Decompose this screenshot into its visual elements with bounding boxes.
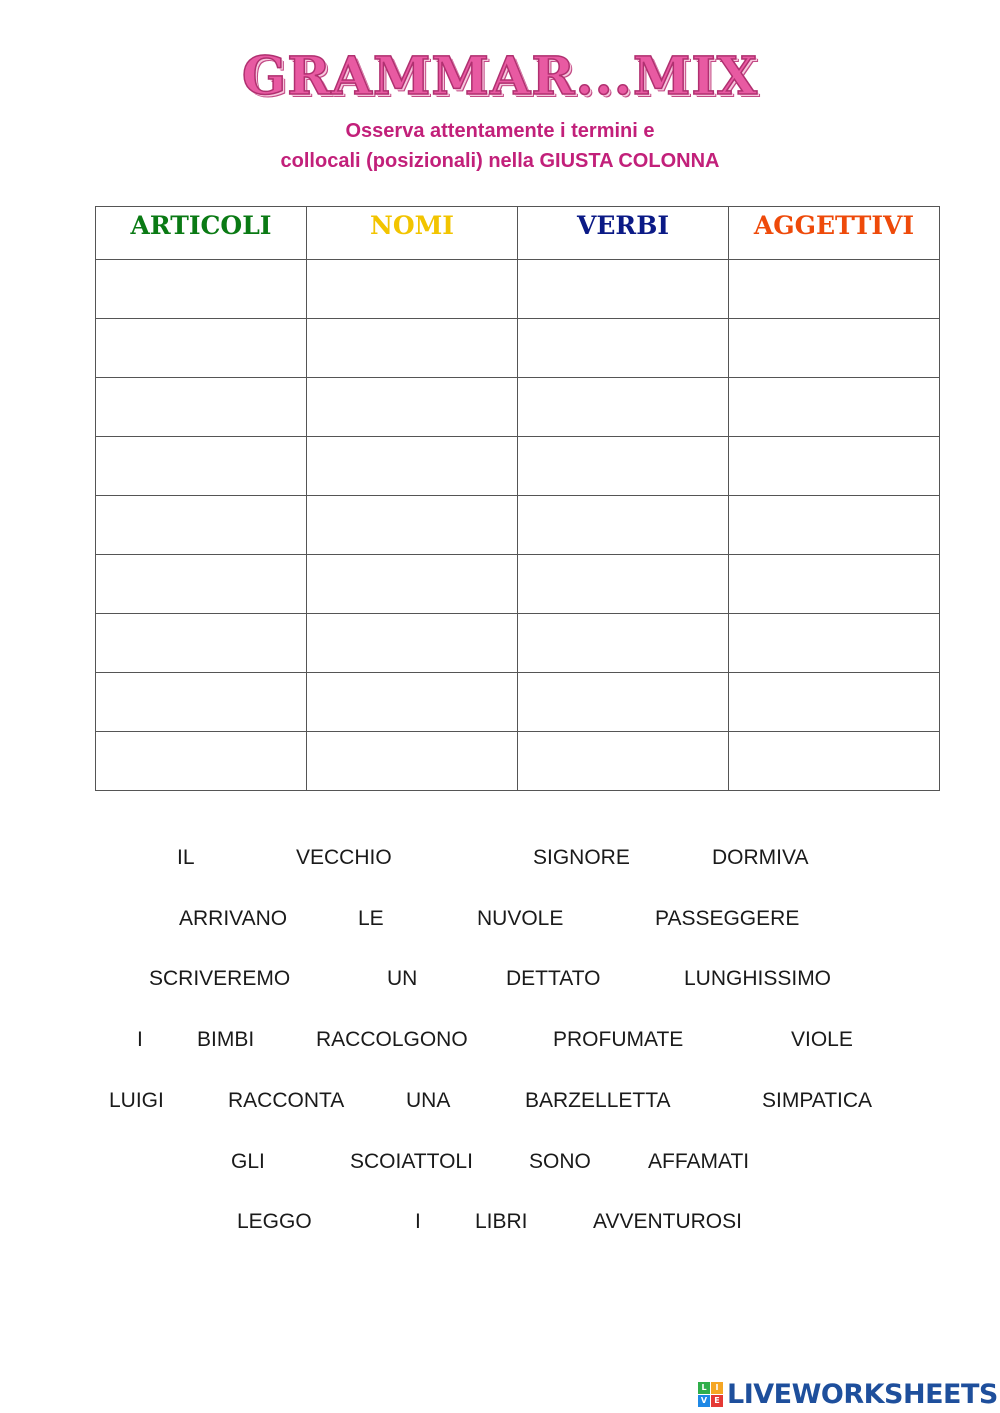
word-tile[interactable]: RACCONTA <box>228 1089 345 1112</box>
word-row <box>0 846 1000 876</box>
word-tile[interactable]: I <box>415 1210 421 1233</box>
liveworksheets-logo-icon <box>698 1382 723 1407</box>
answer-cell-aggettivi[interactable] <box>729 496 940 555</box>
word-tile[interactable]: UNA <box>406 1089 451 1112</box>
worksheet-title: GRAMMAR...MIX <box>241 46 759 107</box>
logo-letter: V <box>698 1395 710 1407</box>
instructions-line-1: Osserva attentamente i termini e <box>345 120 655 142</box>
word-tile[interactable]: LIBRI <box>475 1210 528 1233</box>
word-row <box>0 907 1000 937</box>
answer-cell-nomi[interactable] <box>307 260 518 319</box>
word-row <box>0 967 1000 997</box>
answer-cell-articoli[interactable] <box>96 437 307 496</box>
classification-table <box>95 206 940 791</box>
table-row <box>96 673 940 732</box>
word-tile[interactable]: I <box>137 1028 143 1051</box>
word-tile[interactable]: NUVOLE <box>477 907 564 930</box>
logo-letter: E <box>711 1395 723 1407</box>
table-row <box>96 437 940 496</box>
word-tile[interactable]: RACCOLGONO <box>316 1028 468 1051</box>
answer-cell-verbi[interactable] <box>518 260 729 319</box>
word-tile[interactable]: SCRIVEREMO <box>149 967 291 990</box>
word-row <box>0 1028 1000 1058</box>
answer-cell-articoli[interactable] <box>96 496 307 555</box>
answer-cell-nomi[interactable] <box>307 319 518 378</box>
table-row <box>96 378 940 437</box>
table-row <box>96 732 940 791</box>
answer-cell-aggettivi[interactable] <box>729 614 940 673</box>
logo-letter: I <box>711 1382 723 1394</box>
column-header-articoli: ARTICOLI <box>96 207 307 260</box>
answer-cell-articoli[interactable] <box>96 732 307 791</box>
answer-cell-nomi[interactable] <box>307 378 518 437</box>
word-tile[interactable]: LUNGHISSIMO <box>684 967 832 990</box>
table-row <box>96 614 940 673</box>
answer-cell-aggettivi[interactable] <box>729 732 940 791</box>
answer-cell-aggettivi[interactable] <box>729 437 940 496</box>
answer-cell-aggettivi[interactable] <box>729 260 940 319</box>
word-tile[interactable]: BIMBI <box>197 1028 255 1051</box>
word-tile[interactable]: AFFAMATI <box>648 1150 750 1173</box>
answer-cell-aggettivi[interactable] <box>729 673 940 732</box>
word-tile[interactable]: GLI <box>231 1150 265 1173</box>
answer-cell-articoli[interactable] <box>96 555 307 614</box>
answer-cell-verbi[interactable] <box>518 378 729 437</box>
word-tile[interactable]: SIGNORE <box>533 846 630 869</box>
answer-cell-articoli[interactable] <box>96 614 307 673</box>
word-tile[interactable]: UN <box>387 967 418 990</box>
table-row <box>96 319 940 378</box>
word-tile[interactable]: SIMPATICA <box>762 1089 873 1112</box>
word-tile[interactable]: LEGGO <box>237 1210 312 1233</box>
answer-cell-nomi[interactable] <box>307 555 518 614</box>
word-tile[interactable]: LE <box>358 907 384 930</box>
word-tile[interactable]: DORMIVA <box>712 846 809 869</box>
word-tile[interactable]: AVVENTUROSI <box>593 1210 742 1233</box>
answer-cell-nomi[interactable] <box>307 437 518 496</box>
answer-cell-verbi[interactable] <box>518 732 729 791</box>
word-tile[interactable]: PROFUMATE <box>553 1028 684 1051</box>
answer-cell-nomi[interactable] <box>307 496 518 555</box>
instructions-line-2: collocali (posizionali) nella GIUSTA COLONNA <box>280 150 720 172</box>
logo-letter: L <box>698 1382 710 1394</box>
answer-cell-nomi[interactable] <box>307 732 518 791</box>
answer-cell-nomi[interactable] <box>307 614 518 673</box>
answer-cell-verbi[interactable] <box>518 437 729 496</box>
answer-cell-verbi[interactable] <box>518 614 729 673</box>
answer-cell-articoli[interactable] <box>96 673 307 732</box>
answer-cell-articoli[interactable] <box>96 378 307 437</box>
word-row <box>0 1210 1000 1240</box>
answer-cell-aggettivi[interactable] <box>729 378 940 437</box>
brand-name: LIVEWORKSHEETS <box>727 1378 998 1410</box>
word-tile[interactable]: VIOLE <box>791 1028 853 1051</box>
table-row <box>96 260 940 319</box>
table-row <box>96 555 940 614</box>
word-tile[interactable]: SONO <box>529 1150 591 1173</box>
answer-cell-aggettivi[interactable] <box>729 555 940 614</box>
answer-cell-articoli[interactable] <box>96 260 307 319</box>
footer-brand <box>698 1378 998 1410</box>
word-tile[interactable]: VECCHIO <box>296 846 392 869</box>
table-body <box>96 260 940 791</box>
answer-cell-articoli[interactable] <box>96 319 307 378</box>
word-tile[interactable]: LUIGI <box>109 1089 164 1112</box>
word-tile[interactable]: DETTATO <box>506 967 601 990</box>
answer-cell-verbi[interactable] <box>518 673 729 732</box>
answer-cell-aggettivi[interactable] <box>729 319 940 378</box>
word-tile[interactable]: ARRIVANO <box>179 907 288 930</box>
answer-cell-verbi[interactable] <box>518 555 729 614</box>
column-header-verbi: VERBI <box>518 207 729 260</box>
word-row <box>0 1089 1000 1119</box>
word-row <box>0 1150 1000 1180</box>
table-header-row <box>96 207 940 260</box>
word-tile[interactable]: IL <box>177 846 195 869</box>
word-tile[interactable]: BARZELLETTA <box>525 1089 671 1112</box>
word-tile[interactable]: SCOIATTOLI <box>350 1150 473 1173</box>
table-row <box>96 496 940 555</box>
answer-cell-nomi[interactable] <box>307 673 518 732</box>
column-header-aggettivi: AGGETTIVI <box>729 207 940 260</box>
column-header-nomi: NOMI <box>307 207 518 260</box>
answer-cell-verbi[interactable] <box>518 496 729 555</box>
answer-cell-verbi[interactable] <box>518 319 729 378</box>
word-tile[interactable]: PASSEGGERE <box>655 907 800 930</box>
